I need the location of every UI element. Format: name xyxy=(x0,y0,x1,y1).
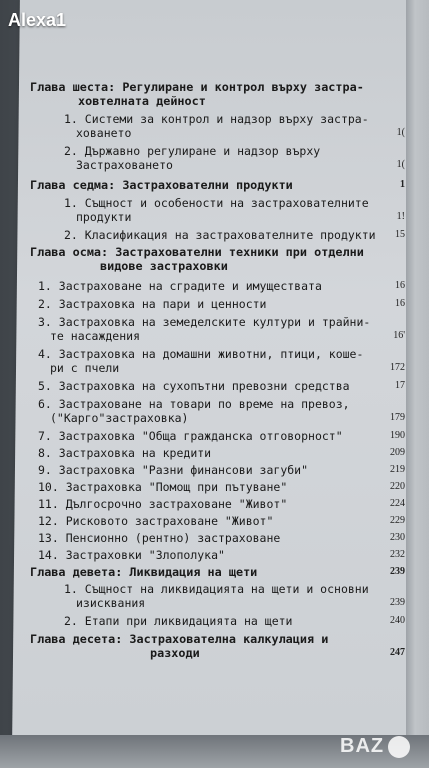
page-number: 172 xyxy=(390,362,405,373)
page-number: 224 xyxy=(390,498,405,509)
toc-entry: 3. Застраховка на земеделските култури и трайни- те насаждения 16' xyxy=(38,315,405,343)
toc-entry: 1. Системи за контрол и надзор върху застра- ховането 1( xyxy=(64,112,405,140)
toc-entry: 1. Застраховане на сградите и имуществата 16 xyxy=(38,279,405,293)
page-number: 209 xyxy=(390,447,405,458)
page-number: 17 xyxy=(395,380,405,391)
toc-entry: 9. Застраховка "Разни финансови загуби" 219 xyxy=(38,463,405,477)
page-number: 247 xyxy=(390,647,405,658)
toc-entry: 2. Етапи при ликвидацията на щети 240 xyxy=(64,614,405,628)
chapter-7-heading: Глава седма: Застрахователни продукти 1 xyxy=(30,178,405,192)
page-number: 16 xyxy=(395,298,405,309)
toc-entry: 1. Същност и особености на застрахователните продукти 1! xyxy=(64,196,405,224)
page-number: 229 xyxy=(390,515,405,526)
page-number: 15 xyxy=(395,229,405,240)
page-number: 220 xyxy=(390,481,405,492)
toc-entry: 5. Застраховка на сухопътни превозни средства 17 xyxy=(38,379,405,393)
toc-entry: 12. Рисковото застраховане "Живот" 229 xyxy=(38,514,405,528)
toc-entry: 11. Дългосрочно застраховане "Живот" 224 xyxy=(38,497,405,511)
page-number: 230 xyxy=(390,532,405,543)
page-number: 16' xyxy=(393,330,405,341)
page-number: 190 xyxy=(390,430,405,441)
page-number: 1( xyxy=(396,159,405,170)
logo-mark-icon xyxy=(388,736,410,758)
page-number: 239 xyxy=(390,566,405,577)
toc-entry: 14. Застраховки "Злополука" 232 xyxy=(38,548,405,562)
next-page-edge xyxy=(406,0,429,742)
toc-entry: 13. Пенсионно (рентно) застраховане 230 xyxy=(38,531,405,545)
toc-entry: 10. Застраховка "Помощ при пътуване" 220 xyxy=(38,480,405,494)
page-number: 240 xyxy=(390,615,405,626)
toc-entry: 2. Класификация на застрахователните продукти 15 xyxy=(64,228,405,242)
toc-entry: 1. Същност на ликвидацията на щети и основни изисквания 239 xyxy=(64,582,405,610)
chapter-6-heading xyxy=(30,80,405,108)
toc-entry: 4. Застраховка на домашни животни, птици, коше- ри с пчели 172 xyxy=(38,347,405,375)
logo: BAZ xyxy=(340,735,410,758)
table-of-contents xyxy=(30,80,405,660)
toc-entry: 7. Застраховка "Обща гражданска отговорност" 190 xyxy=(38,429,405,443)
toc-entry: 6. Застраховане на товари по време на превоз, ("Карго"застраховка) 179 xyxy=(38,397,405,425)
chapter-6-title-line2: ховтелната дейност xyxy=(78,94,206,108)
chapter-8-heading: Глава осма: Застрахователни техники при отделни видове застраховки xyxy=(30,245,364,273)
chapter-10-heading: Глава десета: Застрахователна калкулация и разходи 247 xyxy=(30,632,405,660)
page-number: 179 xyxy=(390,412,405,423)
chapter-9-heading: Глава девета: Ликвидация на щети 239 xyxy=(30,565,405,579)
watermark: Alexa1 xyxy=(8,10,67,30)
toc-entry: 2. Застраховка на пари и ценности 16 xyxy=(38,297,405,311)
page-number: 1 xyxy=(400,179,405,190)
page-number: 1( xyxy=(396,127,405,138)
toc-entry: 2. Държавно регулиране и надзор върху Застраховането 1( xyxy=(64,144,405,172)
page-number: 219 xyxy=(390,464,405,475)
page-number: 239 xyxy=(390,597,405,608)
page-number: 232 xyxy=(390,549,405,560)
page-number: 1! xyxy=(396,211,405,222)
toc-entry: 8. Застраховка на кредити 209 xyxy=(38,446,405,460)
page-number: 16 xyxy=(395,280,405,291)
chapter-6-title-line1: Глава шеста: Регулиране и контрол върху застра- xyxy=(30,80,364,94)
